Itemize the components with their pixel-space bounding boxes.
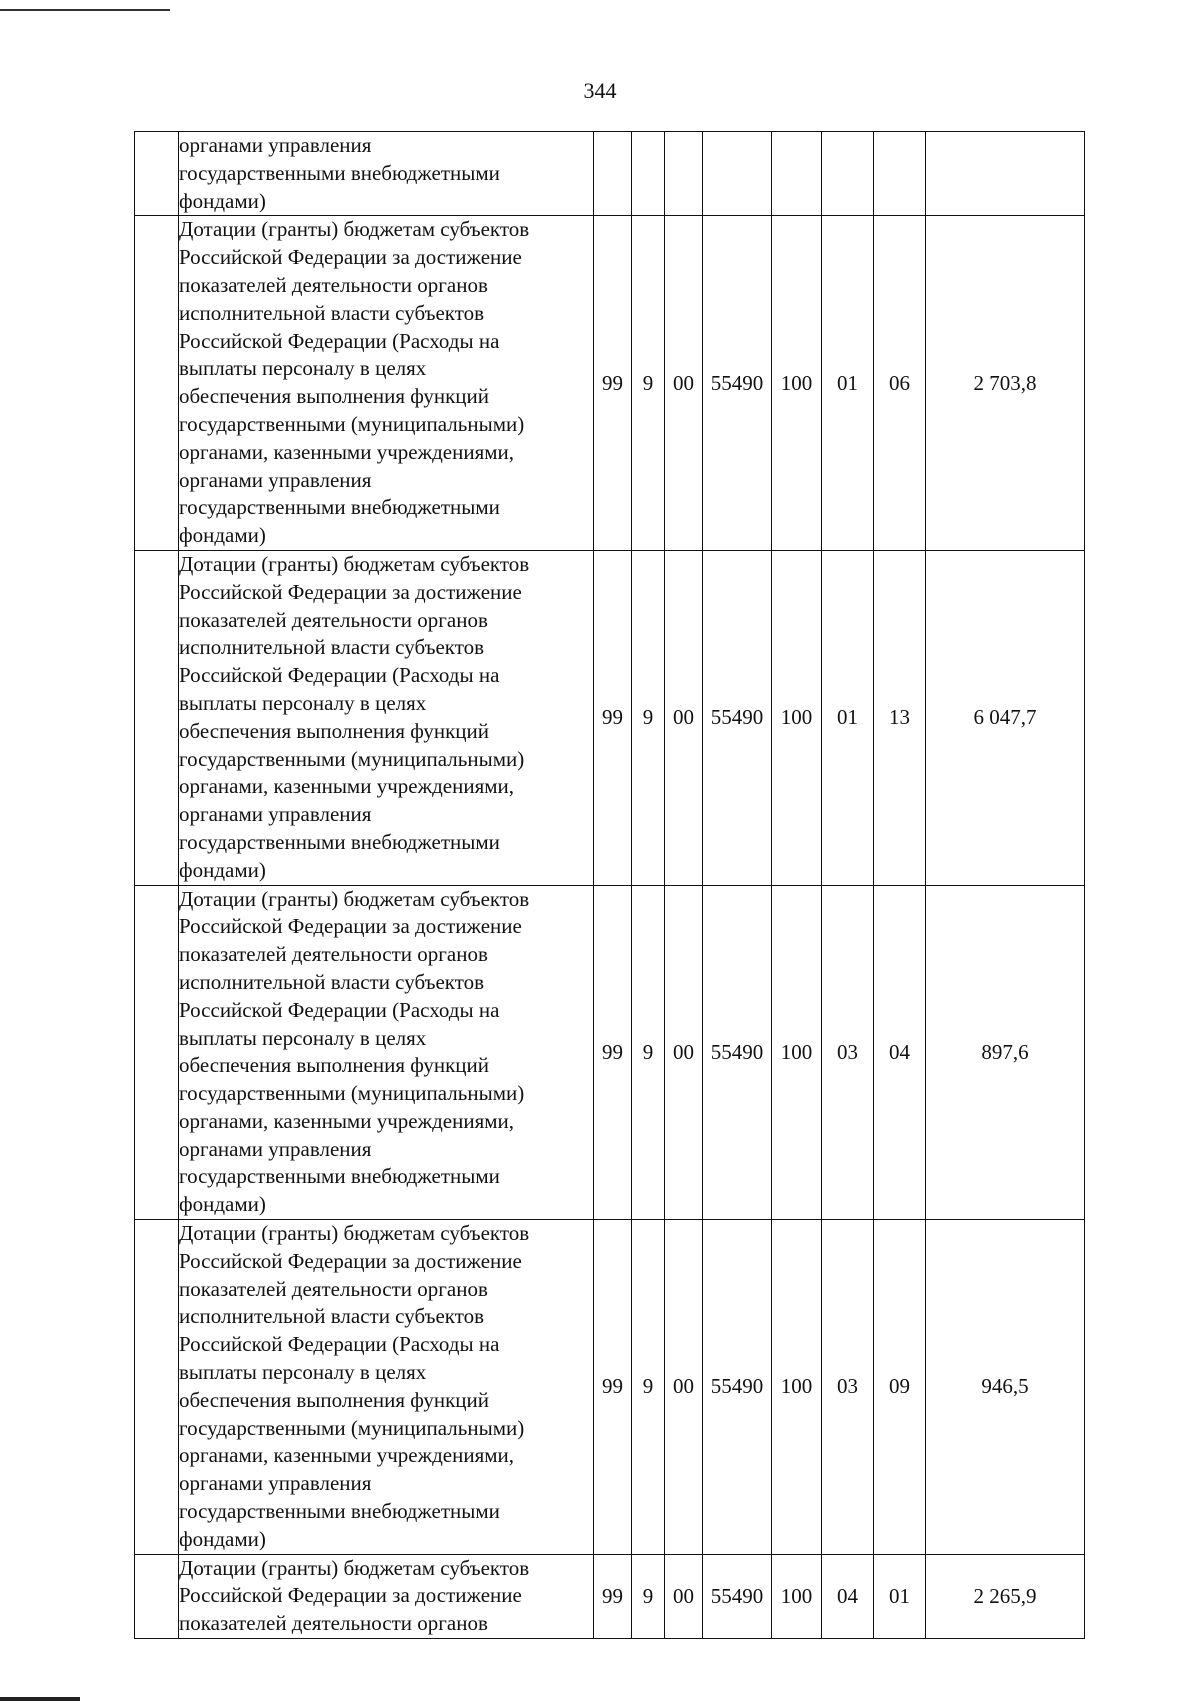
table-row — [135, 550, 1085, 885]
expense-type-cell: 100 — [772, 1554, 822, 1638]
index-cell — [135, 1220, 179, 1555]
description-line: фондами) — [179, 523, 266, 548]
subprogram-code-cell: 9 — [632, 1554, 665, 1638]
description-line: государственными внебюджетными — [179, 1164, 500, 1189]
description-line: органами, казенными учреждениями, — [179, 774, 515, 799]
main-event-code-cell: 00 — [665, 550, 703, 885]
scan-edge-mark — [0, 9, 170, 11]
description-line: Российской Федерации за достижение — [179, 1583, 522, 1608]
description-line: фондами) — [179, 1192, 266, 1217]
description-line: исполнительной власти субъектов — [179, 635, 485, 660]
direction-code-cell: 55490 — [703, 550, 772, 885]
page-number: 344 — [583, 78, 617, 103]
description-line: обеспечения выполнения функций — [179, 1053, 490, 1078]
program-code-cell: 99 — [594, 885, 632, 1220]
description-line: обеспечения выполнения функций — [179, 718, 490, 743]
description-line: органами, казенными учреждениями, — [179, 1443, 515, 1468]
section-cell: 03 — [822, 1220, 874, 1555]
section-cell: 03 — [822, 885, 874, 1220]
amount-cell: 897,6 — [926, 885, 1085, 1220]
expense-type-cell: 100 — [772, 1220, 822, 1555]
description-line: Российской Федерации (Расходы на — [179, 1332, 500, 1357]
table-row — [135, 1554, 1085, 1638]
index-cell — [135, 1554, 179, 1638]
description-line: выплаты персоналу в целях — [179, 1025, 427, 1050]
program-code-cell: 99 — [594, 216, 632, 551]
subsection-cell: 01 — [874, 1554, 926, 1638]
subprogram-code-cell: 9 — [632, 1220, 665, 1555]
subsection-cell: 13 — [874, 550, 926, 885]
description-line: показателей деятельности органов — [179, 942, 488, 967]
section-cell: 01 — [822, 216, 874, 551]
direction-code-cell: 55490 — [703, 1220, 772, 1555]
index-cell — [135, 132, 179, 216]
description-line: Дотации (гранты) бюджетам субъектов — [179, 1555, 530, 1580]
description-line: органами управления — [179, 1136, 372, 1161]
expense-type-cell: 100 — [772, 885, 822, 1220]
index-cell — [135, 885, 179, 1220]
amount-cell: 946,5 — [926, 1220, 1085, 1555]
description-line: государственными внебюджетными — [179, 829, 500, 854]
description-line: органами управления — [179, 133, 372, 157]
description-line: органами управления — [179, 1471, 372, 1496]
description-cell — [179, 550, 594, 885]
table-row — [135, 132, 1085, 216]
direction-code-cell — [703, 132, 772, 216]
description-line: Российской Федерации за достижение — [179, 579, 522, 604]
direction-code-cell: 55490 — [703, 216, 772, 551]
section-cell — [822, 132, 874, 216]
main-event-code-cell: 00 — [665, 1220, 703, 1555]
description-line: государственными (муниципальными) — [179, 1081, 525, 1106]
description-line: государственными (муниципальными) — [179, 411, 525, 436]
description-cell — [179, 132, 594, 216]
amount-cell — [926, 132, 1085, 216]
index-cell — [135, 550, 179, 885]
subsection-cell — [874, 132, 926, 216]
description-line: государственными внебюджетными — [179, 1499, 500, 1524]
program-code-cell: 99 — [594, 1554, 632, 1638]
subprogram-code-cell: 9 — [632, 550, 665, 885]
description-line: выплаты персоналу в целях — [179, 1360, 427, 1385]
table-body — [135, 132, 1085, 1639]
main-event-code-cell — [665, 132, 703, 216]
description-line: Российской Федерации за достижение — [179, 1248, 522, 1273]
amount-cell: 2 265,9 — [926, 1554, 1085, 1638]
main-event-code-cell: 00 — [665, 885, 703, 1220]
direction-code-cell: 55490 — [703, 885, 772, 1220]
section-cell: 01 — [822, 550, 874, 885]
description-line: государственными внебюджетными — [179, 495, 500, 520]
table-row — [135, 1220, 1085, 1555]
description-cell — [179, 216, 594, 551]
main-event-code-cell: 00 — [665, 216, 703, 551]
description-line: органами, казенными учреждениями, — [179, 1108, 515, 1133]
description-line: обеспечения выполнения функций — [179, 1387, 490, 1412]
budget-table — [134, 131, 1085, 1639]
description-line: исполнительной власти субъектов — [179, 969, 485, 994]
table-row — [135, 885, 1085, 1220]
description-line: исполнительной власти субъектов — [179, 1304, 485, 1329]
description-cell — [179, 1554, 594, 1638]
program-code-cell — [594, 132, 632, 216]
index-cell — [135, 216, 179, 551]
description-line: выплаты персоналу в целях — [179, 690, 427, 715]
description-line: Российской Федерации (Расходы на — [179, 997, 500, 1022]
description-line: Дотации (гранты) бюджетам субъектов — [179, 551, 530, 576]
description-line: государственными (муниципальными) — [179, 1415, 525, 1440]
description-line: органами, казенными учреждениями, — [179, 439, 515, 464]
description-line: показателей деятельности органов — [179, 607, 488, 632]
direction-code-cell: 55490 — [703, 1554, 772, 1638]
description-line: фондами) — [179, 1526, 266, 1551]
subsection-cell: 06 — [874, 216, 926, 551]
description-line: Российской Федерации (Расходы на — [179, 663, 500, 688]
amount-cell: 2 703,8 — [926, 216, 1085, 551]
description-line: Российской Федерации за достижение — [179, 914, 522, 939]
program-code-cell: 99 — [594, 550, 632, 885]
expense-type-cell — [772, 132, 822, 216]
description-line: органами управления — [179, 467, 372, 492]
description-line: фондами) — [179, 188, 266, 213]
description-line: фондами) — [179, 857, 266, 882]
description-line: Российской Федерации (Расходы на — [179, 328, 500, 353]
description-line: органами управления — [179, 802, 372, 827]
description-line: государственными (муниципальными) — [179, 746, 525, 771]
subprogram-code-cell: 9 — [632, 216, 665, 551]
subsection-cell: 09 — [874, 1220, 926, 1555]
description-line: Дотации (гранты) бюджетам субъектов — [179, 217, 530, 242]
description-cell — [179, 1220, 594, 1555]
description-line: Дотации (гранты) бюджетам субъектов — [179, 1221, 530, 1246]
description-line: Российской Федерации за достижение — [179, 245, 522, 270]
description-line: показателей деятельности органов — [179, 1611, 488, 1636]
description-line: показателей деятельности органов — [179, 272, 488, 297]
table-row — [135, 216, 1085, 551]
scan-edge-mark — [0, 1697, 80, 1701]
amount-cell: 6 047,7 — [926, 550, 1085, 885]
subprogram-code-cell: 9 — [632, 885, 665, 1220]
description-line: исполнительной власти субъектов — [179, 300, 485, 325]
subsection-cell: 04 — [874, 885, 926, 1220]
expense-type-cell: 100 — [772, 216, 822, 551]
description-line: государственными внебюджетными — [179, 160, 500, 185]
description-line: Дотации (гранты) бюджетам субъектов — [179, 886, 530, 911]
section-cell: 04 — [822, 1554, 874, 1638]
main-event-code-cell: 00 — [665, 1554, 703, 1638]
description-line: обеспечения выполнения функций — [179, 384, 490, 409]
expense-type-cell: 100 — [772, 550, 822, 885]
description-line: показателей деятельности органов — [179, 1276, 488, 1301]
subprogram-code-cell — [632, 132, 665, 216]
description-line: выплаты персоналу в целях — [179, 356, 427, 381]
program-code-cell: 99 — [594, 1220, 632, 1555]
description-cell — [179, 885, 594, 1220]
